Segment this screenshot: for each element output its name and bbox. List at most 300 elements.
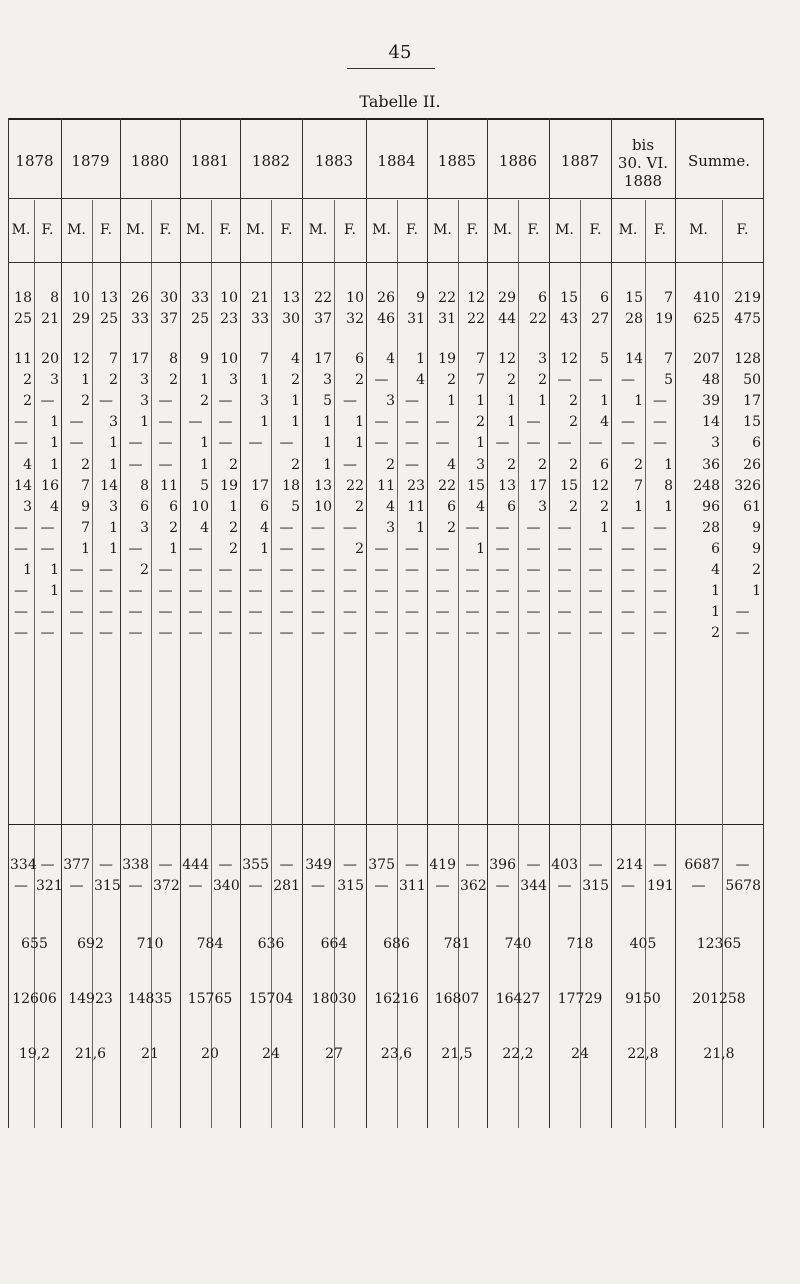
total-f-value: 362 [460, 878, 487, 894]
population-value: 201258 [692, 991, 746, 1007]
table-cell: 20 [41, 351, 59, 367]
table-cell: 4 [416, 372, 425, 388]
year-header [549, 152, 611, 170]
table-cell: 1 [538, 393, 547, 409]
table-cell: 29 [498, 290, 516, 306]
sum-value: 781 [443, 936, 471, 952]
sex-divider [92, 200, 93, 1128]
rate-value: 20 [201, 1046, 219, 1062]
table-cell: — [218, 435, 233, 451]
table-cell: 12 [72, 351, 90, 367]
total-m-value: 334 [10, 857, 37, 873]
table-cell: 2 [229, 457, 238, 473]
table-cell: — [526, 604, 541, 620]
table-cell: 3 [229, 372, 238, 388]
total-f-dash: — [691, 878, 706, 894]
rate-value: 22,2 [502, 1046, 534, 1062]
table-cell: 26 [377, 290, 395, 306]
table-cell: 48 [702, 372, 720, 388]
table-title: Tabelle II. [359, 92, 441, 111]
table-cell: 3 [23, 499, 32, 515]
sex-divider [518, 200, 519, 1128]
table-cell: 9 [81, 499, 90, 515]
table-cell: 1 [711, 583, 720, 599]
table-cell: 3 [140, 520, 149, 536]
year-header [366, 152, 427, 170]
table-cell: — [621, 520, 635, 536]
table-cell: 1 [291, 393, 300, 409]
table-cell: — [14, 604, 28, 620]
table-cell: 1 [600, 520, 609, 536]
table-cell: 2 [355, 541, 364, 557]
table-cell: 10 [314, 499, 332, 515]
table-cell: — [343, 562, 357, 578]
sex-divider [151, 200, 152, 1128]
table-cell: 2 [634, 457, 643, 473]
table-cell: 15 [625, 290, 643, 306]
table-cell: 7 [109, 351, 118, 367]
year-header [120, 152, 180, 170]
population-value: 15765 [187, 991, 233, 1007]
table-cell: 9 [416, 290, 425, 306]
table-cell: 23 [220, 311, 238, 327]
population-value: 17729 [557, 991, 603, 1007]
table-cell: 50 [743, 372, 761, 388]
table-cell: — [14, 414, 28, 430]
table-cell: — [99, 604, 113, 620]
table-cell: 1 [81, 541, 90, 557]
table-cell: 326 [734, 478, 761, 494]
table-cell: 2 [569, 499, 578, 515]
table-cell: 4 [476, 499, 485, 515]
table-cell: — [99, 625, 113, 641]
population-value: 12606 [12, 991, 57, 1007]
table-cell: 22 [438, 478, 456, 494]
table-cell: 1 [476, 435, 485, 451]
table-cell: 25 [100, 311, 118, 327]
total-m-value: 214 [616, 857, 643, 873]
table-cell: 2 [507, 372, 516, 388]
total-f-dash: — [621, 878, 635, 894]
group-divider [120, 118, 121, 1128]
table-cell: 1 [50, 583, 59, 599]
table-cell: — [128, 583, 143, 599]
table-cell: 12 [591, 478, 609, 494]
year-header [302, 152, 366, 170]
table-cell: 6 [169, 499, 178, 515]
table-cell: 2 [600, 499, 609, 515]
table-cell: — [158, 604, 173, 620]
total-m-dash: — [588, 857, 603, 873]
sum-value: 655 [21, 936, 48, 952]
table-cell: — [69, 414, 84, 430]
table-cell: 27 [591, 311, 609, 327]
table-cell: 2 [169, 520, 178, 536]
table-cell: 22 [314, 290, 332, 306]
table-cell: 3 [323, 372, 332, 388]
table-cell: 44 [498, 311, 516, 327]
total-m-value: 377 [63, 857, 90, 873]
sex-divider [645, 200, 646, 1128]
table-cell: 1 [291, 414, 300, 430]
table-cell: 29 [72, 311, 90, 327]
table-cell: 17 [131, 351, 149, 367]
year-header-line: 30. VI. [617, 154, 669, 172]
group-divider [763, 118, 764, 1128]
table-cell: 7 [476, 372, 485, 388]
total-f-dash: — [557, 878, 572, 894]
table-cell: — [374, 372, 389, 388]
table-cell: — [405, 541, 419, 557]
table-cell: 2 [229, 520, 238, 536]
table-cell: 3 [109, 499, 118, 515]
table-cell: — [374, 414, 389, 430]
table-cell: 1 [416, 520, 425, 536]
table-cell: 1 [355, 435, 364, 451]
table-cell: 6 [140, 499, 149, 515]
table-cell: 6 [260, 499, 269, 515]
table-cell: — [311, 625, 325, 641]
table-cell: — [311, 583, 325, 599]
table-cell: 31 [407, 311, 425, 327]
table-cell: 1 [323, 414, 332, 430]
table-cell: — [158, 562, 173, 578]
table-cell: 13 [314, 478, 332, 494]
sum-value: 664 [320, 936, 348, 952]
group-divider [61, 118, 62, 1128]
table-cell: 9 [752, 541, 761, 557]
table-cell: 15 [743, 414, 761, 430]
year-header-line: 1878 [15, 152, 54, 170]
total-m-dash: — [218, 857, 233, 873]
population-value: 16807 [434, 991, 480, 1007]
table-cell: 1 [50, 562, 59, 578]
table-cell: — [495, 625, 510, 641]
table-cell: 410 [693, 290, 720, 306]
table-cell: 3 [260, 393, 269, 409]
table-cell: — [405, 604, 419, 620]
table-cell: 8 [169, 351, 178, 367]
table-cell: 15 [560, 290, 578, 306]
total-m-dash: — [343, 857, 357, 873]
total-m-value: 355 [242, 857, 269, 873]
total-f-value: 311 [399, 878, 426, 894]
table-cell: 2 [291, 457, 300, 473]
sex-label-m: M. [493, 222, 512, 238]
table-cell: 23 [407, 478, 425, 494]
table-cell: — [374, 435, 389, 451]
table-cell: — [279, 625, 294, 641]
table-cell: 1 [140, 414, 149, 430]
table-cell: — [69, 625, 84, 641]
sex-label-f: F. [219, 222, 232, 238]
table-cell: 2 [355, 499, 364, 515]
table-cell: — [405, 562, 419, 578]
table-cell: — [188, 583, 203, 599]
table-cell: — [14, 520, 28, 536]
table-cell: 21 [41, 311, 59, 327]
table-cell: — [526, 520, 541, 536]
table-cell: 8 [50, 290, 59, 306]
sex-label-f: F. [406, 222, 418, 238]
table-cell: — [526, 541, 541, 557]
sex-label-m: M. [11, 222, 31, 238]
year-header-line: Summe. [687, 152, 751, 170]
sum-value: 740 [504, 936, 532, 952]
table-cell: — [526, 435, 541, 451]
sum-value: 636 [257, 936, 285, 952]
table-cell: — [557, 604, 572, 620]
table-cell: 4 [260, 520, 269, 536]
table-cell: 30 [160, 290, 178, 306]
table-cell: — [557, 520, 572, 536]
year-header-line: 1884 [377, 152, 416, 170]
sex-label-f: F. [159, 222, 172, 238]
sum-value: 718 [566, 936, 594, 952]
table-cell: 1 [109, 541, 118, 557]
table-cell: — [653, 562, 667, 578]
year-header-line: 1882 [251, 152, 291, 170]
table-cell: — [248, 583, 263, 599]
year-header-line: 1879 [71, 152, 110, 170]
sum-value: 405 [629, 936, 657, 952]
table-cell: 11 [160, 478, 178, 494]
total-f-value: 191 [647, 878, 674, 894]
table-cell: — [128, 457, 143, 473]
table-cell: 1 [109, 435, 118, 451]
table-cell: 26 [131, 290, 149, 306]
sum-value: 12365 [696, 936, 742, 952]
table-cell: — [248, 604, 263, 620]
table-cell: 9 [200, 351, 209, 367]
table-cell: — [343, 583, 357, 599]
table-cell: 3 [140, 372, 149, 388]
total-m-value: 338 [122, 857, 149, 873]
table-cell: 1 [200, 435, 209, 451]
table-cell: — [99, 562, 113, 578]
table-cell: 3 [140, 393, 149, 409]
table-cell: 3 [386, 520, 395, 536]
total-f-value: 340 [213, 878, 240, 894]
table-cell: 25 [191, 311, 209, 327]
table-cell: 2 [476, 414, 485, 430]
population-value: 9150 [625, 991, 661, 1007]
sum-value: 710 [136, 936, 164, 952]
table-cell: — [218, 625, 233, 641]
table-cell: — [69, 435, 84, 451]
table-cell: — [218, 393, 233, 409]
table-cell: 475 [734, 311, 761, 327]
total-f-value: 315 [337, 878, 364, 894]
total-m-value: 349 [305, 857, 332, 873]
year-header [427, 152, 487, 170]
table-cell: 1 [664, 499, 673, 515]
table-cell: 1 [447, 393, 456, 409]
table-cell: 3 [50, 372, 59, 388]
table-cell: — [435, 583, 450, 599]
table-cell: 1 [109, 457, 118, 473]
total-m-value: 403 [551, 857, 578, 873]
year-header-line: 1880 [130, 152, 170, 170]
table-cell: — [557, 435, 572, 451]
table-cell: 10 [72, 290, 90, 306]
sex-label-m: M. [555, 222, 574, 238]
table-cell: 3 [711, 435, 720, 451]
table-cell: 10 [220, 290, 238, 306]
table-cell: 1 [507, 414, 516, 430]
total-f-value: 321 [36, 878, 63, 894]
table-cell: 31 [438, 311, 456, 327]
table-cell: 18 [282, 478, 300, 494]
table-cell: 1 [200, 372, 209, 388]
table-cell: 1 [600, 393, 609, 409]
sum-value: 692 [77, 936, 104, 952]
table-cell: 3 [538, 351, 547, 367]
group-divider [302, 118, 303, 1128]
group-divider [427, 118, 428, 1128]
table-cell: 14 [14, 478, 32, 494]
table-cell: — [653, 435, 667, 451]
sex-divider [211, 200, 212, 1128]
table-cell: 22 [467, 311, 485, 327]
table-cell: 17 [529, 478, 547, 494]
table-cell: 4 [600, 414, 609, 430]
table-cell: — [588, 372, 603, 388]
table-cell: — [374, 604, 389, 620]
table-cell: — [405, 435, 419, 451]
table-cell: 1 [355, 414, 364, 430]
table-cell: 8 [140, 478, 149, 494]
table-cell: 10 [346, 290, 364, 306]
table-totals-rule [8, 824, 764, 825]
table-cell: — [158, 393, 173, 409]
sex-label-m: M. [186, 222, 205, 238]
table-cell: — [588, 625, 603, 641]
table-cell: 10 [220, 351, 238, 367]
table-cell: — [435, 625, 450, 641]
table-cell: — [311, 541, 325, 557]
table-cell: — [128, 435, 143, 451]
table-cell: 13 [100, 290, 118, 306]
table-cell: 22 [346, 478, 364, 494]
total-f-value: 315 [94, 878, 121, 894]
table-cell: — [343, 604, 357, 620]
total-m-dash: — [99, 857, 113, 873]
table-cell: — [405, 583, 419, 599]
table-cell: 4 [23, 457, 32, 473]
table-cell: — [158, 625, 173, 641]
table-cell: — [465, 520, 480, 536]
table-cell: 2 [23, 372, 32, 388]
page-number-rule [347, 68, 435, 69]
year-header-line: 1881 [190, 152, 230, 170]
rate-value: 19,2 [18, 1046, 51, 1062]
group-divider [611, 118, 612, 1128]
table-cell: — [557, 625, 572, 641]
table-cell: — [128, 625, 143, 641]
table-cell: — [465, 562, 480, 578]
sex-label-f: F. [527, 222, 540, 238]
rate-value: 21,5 [441, 1046, 473, 1062]
table-cell: 2 [711, 625, 720, 641]
table-cell: 7 [476, 351, 485, 367]
total-m-dash: — [405, 857, 419, 873]
total-f-dash: — [495, 878, 510, 894]
sex-label-m: M. [689, 222, 708, 238]
year-header-line: 1883 [314, 152, 354, 170]
table-cell: 5 [664, 372, 673, 388]
table-cell: 2 [538, 457, 547, 473]
table-cell: 25 [14, 311, 32, 327]
population-value: 16427 [495, 991, 541, 1007]
total-f-value: 281 [273, 878, 300, 894]
group-divider [8, 118, 9, 1128]
group-divider [675, 118, 676, 1128]
table-cell: 1 [634, 393, 643, 409]
table-cell: 4 [291, 351, 300, 367]
table-cell: 17 [314, 351, 332, 367]
table-cell: — [218, 414, 233, 430]
table-cell: — [653, 393, 667, 409]
table-cell: 7 [634, 478, 643, 494]
table-cell: — [621, 435, 635, 451]
total-m-value: 6687 [684, 857, 720, 873]
table-cell: — [557, 583, 572, 599]
table-cell: 1 [476, 393, 485, 409]
page-number: 45 [388, 42, 412, 63]
year-header [240, 152, 302, 170]
year-header [61, 152, 120, 170]
table-cell: — [311, 520, 325, 536]
group-divider [240, 118, 241, 1128]
table-cell: — [495, 435, 510, 451]
table-cell: 17 [251, 478, 269, 494]
table-cell: — [279, 435, 294, 451]
rate-value: 24 [262, 1046, 280, 1062]
sex-label-f: F. [654, 222, 666, 238]
total-f-dash: — [248, 878, 263, 894]
population-value: 16216 [374, 991, 419, 1007]
table-cell: — [99, 393, 113, 409]
table-cell: 10 [191, 499, 209, 515]
table-cell: 43 [560, 311, 578, 327]
population-value: 14835 [127, 991, 173, 1007]
sex-label-m: M. [126, 222, 145, 238]
total-f-value: 344 [520, 878, 547, 894]
table-cell: — [188, 414, 203, 430]
table-cell: 1 [260, 541, 269, 557]
table-cell: 4 [200, 520, 209, 536]
table-cell: 1 [109, 520, 118, 536]
table-cell: — [279, 583, 294, 599]
table-cell: — [653, 625, 667, 641]
total-m-value: 396 [489, 857, 516, 873]
table-cell: — [69, 604, 84, 620]
total-m-dash: — [735, 857, 750, 873]
table-cell: 1 [169, 541, 178, 557]
table-cell: 15 [560, 478, 578, 494]
table-cell: 3 [476, 457, 485, 473]
year-header [611, 136, 675, 190]
total-f-value: 372 [153, 878, 180, 894]
table-cell: — [374, 541, 389, 557]
table-cell: — [218, 604, 233, 620]
table-cell: 128 [734, 351, 761, 367]
table-cell: — [653, 520, 667, 536]
sex-label-f: F. [344, 222, 356, 238]
total-m-dash: — [465, 857, 480, 873]
table-cell: — [495, 583, 510, 599]
